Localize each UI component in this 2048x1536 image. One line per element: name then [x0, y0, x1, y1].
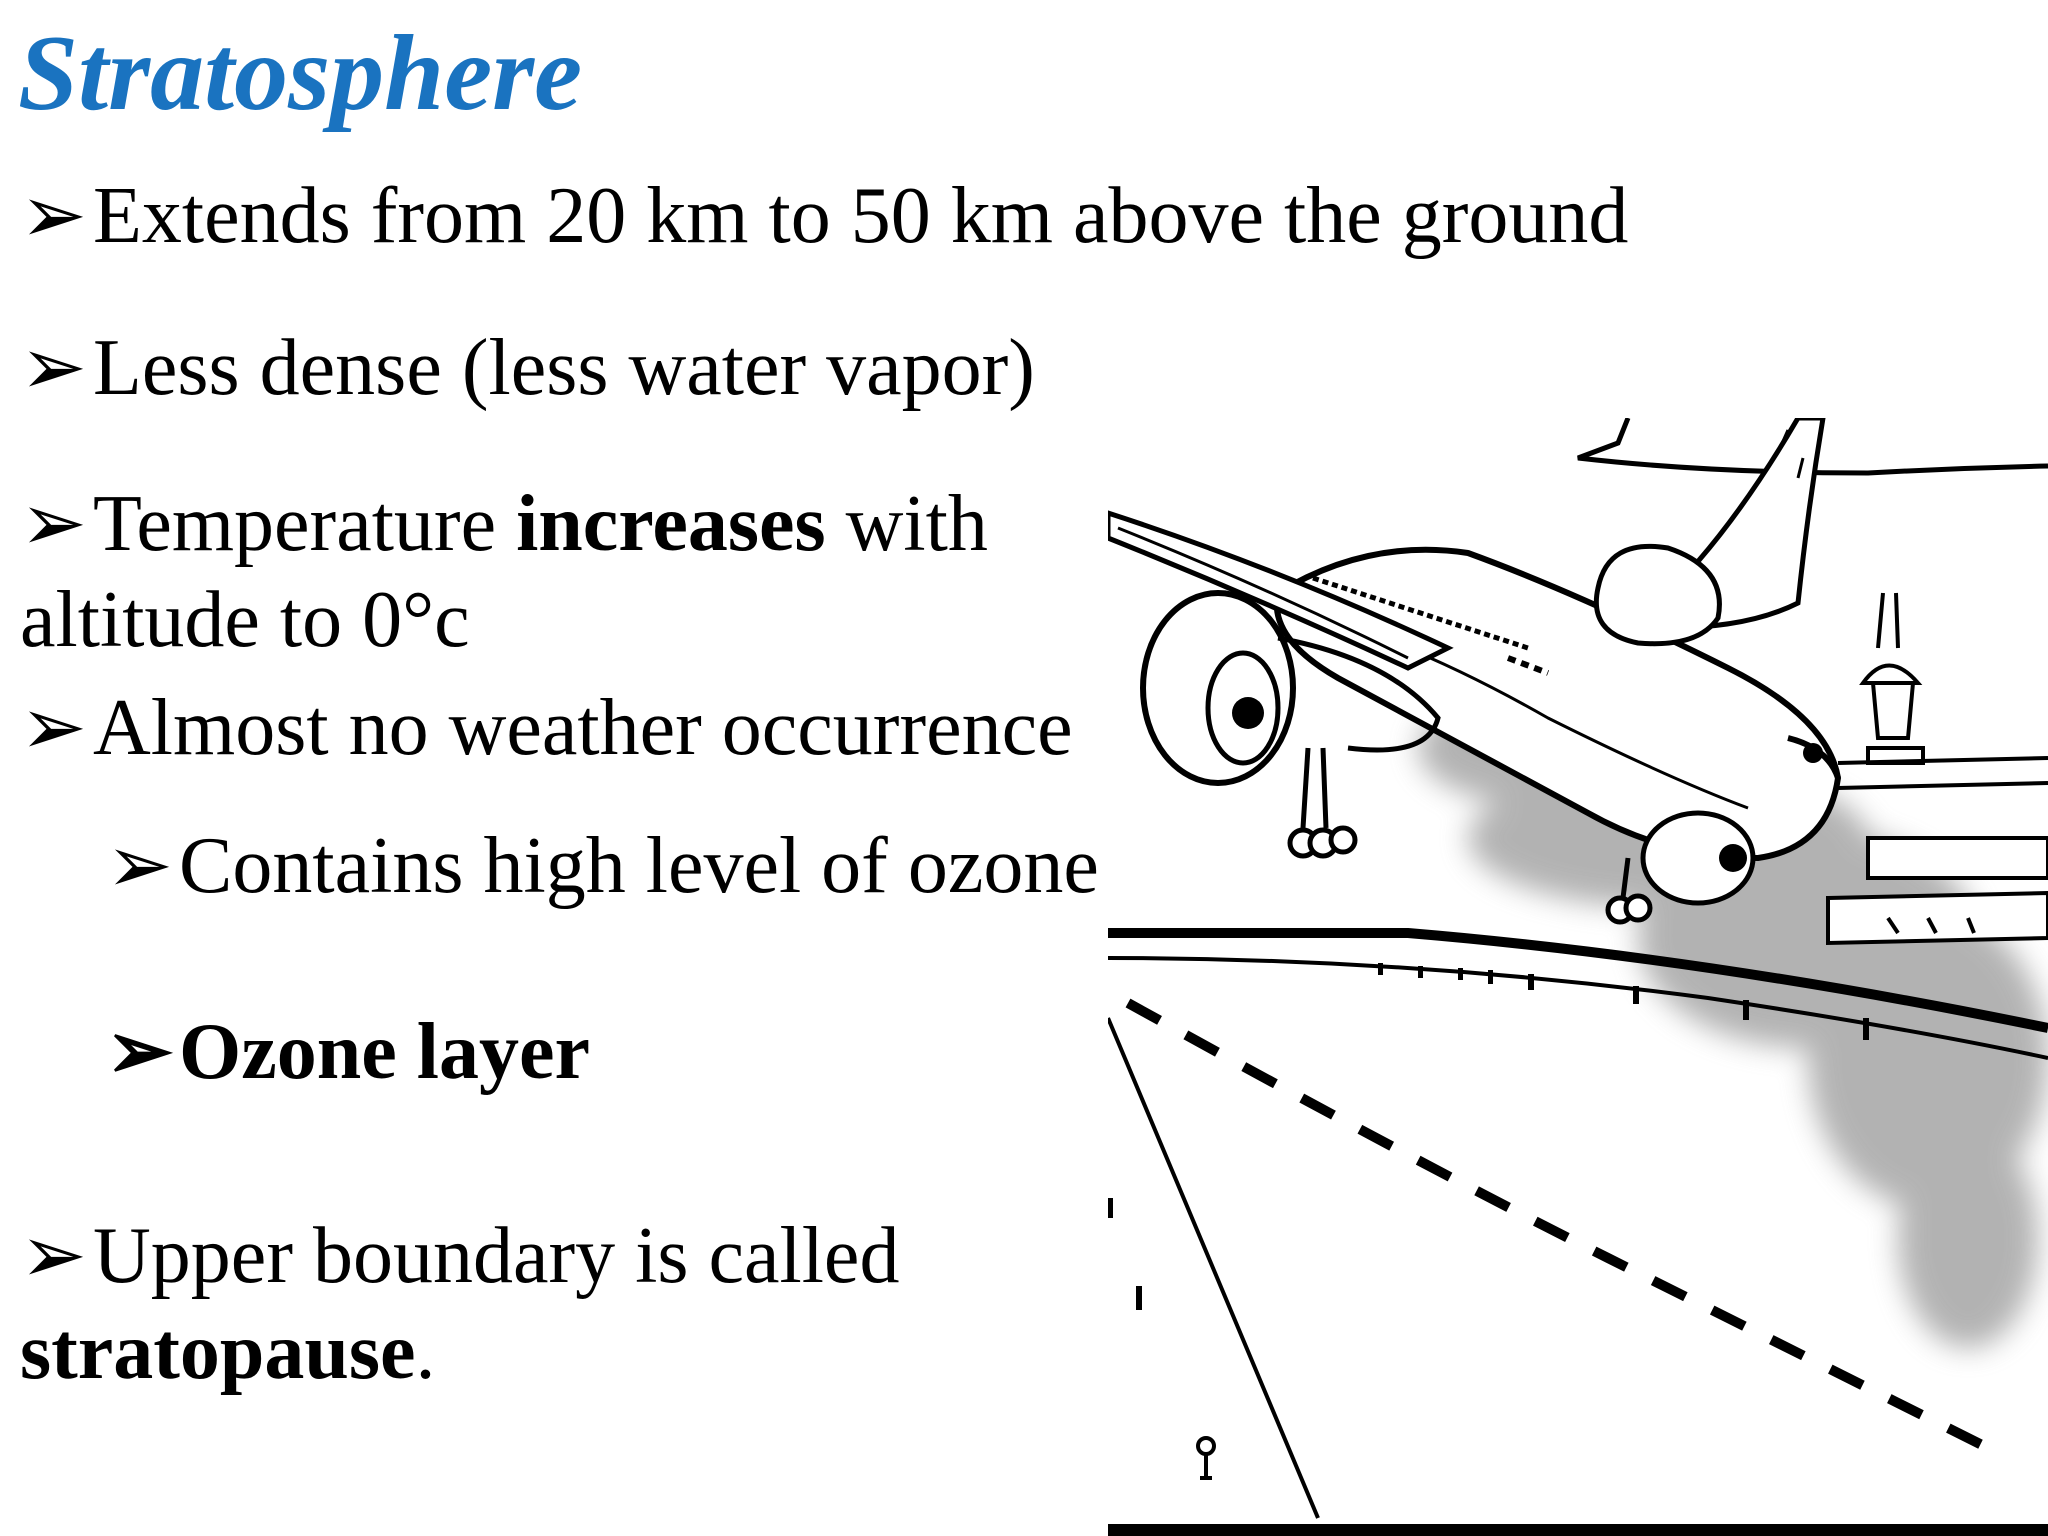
image-border: [1108, 1524, 2048, 1536]
bullet-line-1: [20, 476, 988, 572]
right-engine: [1643, 813, 1753, 903]
bullet-line-2: [20, 1304, 899, 1400]
bullet-text: Almost no weather occurrence: [93, 684, 1073, 772]
bullet-text: Contains high level of ozone: [179, 822, 1099, 910]
bullet-ozone-level: [106, 818, 1099, 914]
bullet-line-1: [20, 1208, 899, 1304]
bullet-line-2: altitude to 0°c: [20, 576, 470, 664]
bullet-upper-boundary: [20, 1208, 899, 1400]
bullet-extends: [20, 168, 1628, 264]
bullet-bold-text: stratopause: [20, 1308, 416, 1396]
cockpit-window: [1803, 743, 1823, 763]
bullet-temperature: [20, 476, 988, 668]
bullet-text: with: [825, 480, 988, 568]
airplane-landing-illustration: [1108, 418, 2048, 1536]
bullet-text: Less dense (less water vapor): [93, 324, 1035, 412]
slide-title: Stratosphere: [18, 14, 583, 133]
arrowhead-bullet-icon: ➢: [20, 324, 88, 412]
arrowhead-bullet-icon: ➢: [20, 1212, 88, 1300]
bullet-text: Upper boundary is called: [93, 1212, 900, 1300]
bullet-bold-text: Ozone layer: [179, 1008, 591, 1096]
bullet-bold-text: increases: [516, 480, 826, 568]
arrowhead-bullet-icon: ➢: [106, 822, 174, 910]
bullet-ozone-layer: [106, 1004, 590, 1100]
bullet-less-dense: [20, 320, 1035, 416]
bullet-text: Extends from 20 km to 50 km above the ground: [93, 172, 1629, 260]
bullet-text: Temperature: [93, 480, 517, 568]
bullet-weather: [20, 680, 1073, 776]
bullet-text: .: [415, 1308, 436, 1396]
arrowhead-bullet-icon: ➢: [20, 684, 88, 772]
arrowhead-bullet-icon: ➢: [20, 480, 88, 568]
arrowhead-bullet-icon: ➢: [20, 172, 88, 260]
arrowhead-bullet-icon: ➢: [106, 1008, 174, 1096]
